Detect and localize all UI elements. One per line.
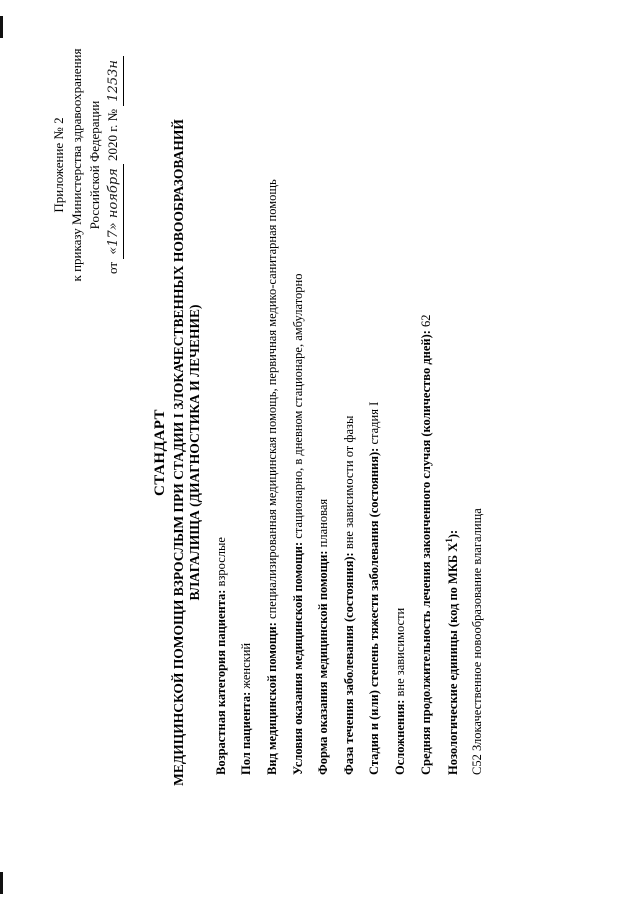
document-title: [152, 0, 203, 905]
icd-code-entry: C52 Злокачественное новообразование влагалища: [470, 508, 484, 775]
handwritten-date: «17» ноября: [105, 164, 124, 258]
field-label-end: ):: [446, 529, 461, 539]
title-line-3: ВЛАГАЛИЩА (ДИАГНОСТИКА И ЛЕЧЕНИЕ): [187, 304, 202, 601]
field-label: Осложнения:: [393, 699, 407, 775]
field-care-conditions: [291, 274, 306, 775]
field-label: Средняя продолжительность лечения законченного случая (количество дней):: [419, 330, 433, 775]
field-label: Фаза течения заболевания (состояния):: [342, 552, 356, 775]
field-icd-code: [470, 508, 485, 775]
field-label: Вид медицинской помощи:: [265, 622, 279, 775]
field-treatment-duration: [419, 314, 434, 775]
appendix-order: к приказу Министерства здравоохранения: [69, 48, 84, 282]
field-care-form: [316, 499, 331, 775]
field-nosological-units: [444, 530, 461, 775]
appendix-number: Приложение № 2: [51, 117, 66, 213]
appendix-date-line: [104, 35, 124, 295]
field-value: специализированная медицинская помощь, первичная медико-санитарная помощь: [265, 179, 279, 623]
field-care-type: [265, 179, 280, 775]
field-label: Пол пациента:: [239, 691, 253, 775]
field-complications: [393, 608, 408, 775]
field-age-category: [214, 537, 229, 775]
appendix-block: [50, 35, 124, 295]
field-disease-stage: [367, 402, 382, 775]
field-value: 62: [419, 314, 433, 331]
appendix-ministry: Российской Федерации: [87, 100, 102, 230]
field-label: Возрастная категория пациента:: [214, 589, 228, 775]
year-text: 2020 г. №: [105, 108, 120, 161]
field-label: Форма оказания медицинской помощи:: [316, 550, 330, 775]
field-label: Стадия и (или) степень тяжести заболевания (состояния):: [367, 447, 381, 775]
field-value: стационарно, в дневном стационаре, амбулаторно: [291, 273, 305, 542]
field-value: вне зависимости: [393, 607, 407, 700]
field-label: Условия оказания медицинской помощи:: [291, 541, 305, 775]
title-line-2: МЕДИЦИНСКОЙ ПОМОЩИ ВЗРОСЛЫМ ПРИ СТАДИИ I ЗЛОКАЧЕСТВЕННЫХ НОВООБРАЗОВАНИЙ: [171, 119, 186, 786]
footnote-marker: 1: [444, 538, 454, 543]
field-value: плановая: [316, 498, 330, 551]
field-label: Нозологические единицы (код по МКБ X: [446, 542, 461, 775]
field-value: стадия I: [367, 401, 381, 448]
field-value: взрослые: [214, 537, 228, 590]
date-prefix: от: [105, 261, 120, 274]
handwritten-order-number: 1253н: [105, 56, 124, 106]
field-value: вне зависимости от фазы: [342, 415, 356, 553]
field-value: женский: [239, 642, 253, 692]
title-standard: СТАНДАРТ: [152, 408, 168, 497]
field-disease-phase: [342, 416, 357, 775]
field-sex: [239, 643, 254, 775]
